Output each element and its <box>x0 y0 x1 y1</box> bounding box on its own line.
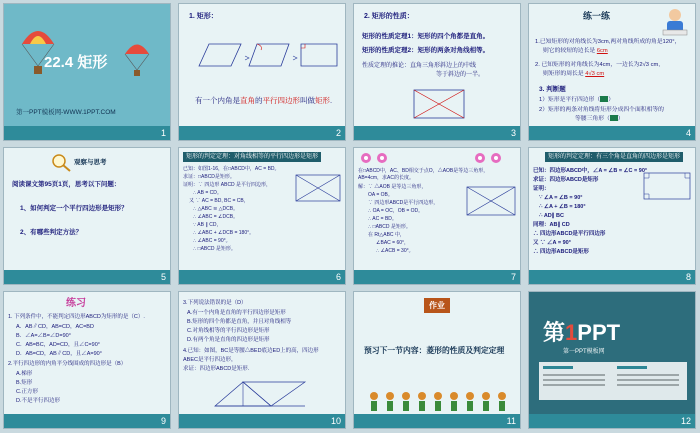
slide-thumbnail-5[interactable] <box>3 147 171 285</box>
practice-q2-option-a: A.梯形 <box>16 371 33 377</box>
property-theorem-2: 矩形的性质定理2：矩形的两条对角线相等。 <box>362 47 490 54</box>
proof-line: ∴ ∠ABC + ∠DCB = 180°。 <box>193 230 255 236</box>
practice-q3-option-c: C.对角线相等的平行四边形是矩形 <box>187 328 270 334</box>
slide-thumbnail-12[interactable] <box>528 291 696 429</box>
slide-thumbnail-1[interactable] <box>3 3 171 141</box>
proof-line: ∴ AD∥ BC <box>539 213 564 219</box>
practice-q2: 2.平行四边形的内角平分线围成的四边形是（B） <box>8 361 127 367</box>
proof-line: 已知：如图1-16，在□ABCD中，AC = BD。 <box>183 166 280 172</box>
slide-heading: 1. 矩形： <box>189 13 218 20</box>
practice-q3: 3.下列说法错误的是（D） <box>183 300 247 306</box>
slide-heading: 2. 矩形的性质： <box>364 13 414 20</box>
proof-line: 证明：∵ 四边形 ABCD 是平行四边形， <box>183 182 272 188</box>
slide-thumbnail-2[interactable] <box>178 3 346 141</box>
slide-number: 11 <box>506 416 516 426</box>
homework-text: 预习下一节内容：菱形的性质及判定定理 <box>364 346 505 355</box>
slide-number: 12 <box>680 416 691 426</box>
judgement-2-line1: 2）矩形的两条对角线将矩形分成四个面积相等的 <box>539 107 664 113</box>
parallelogram-figures <box>185 36 343 76</box>
example-line: ∴ ∠ACB = 30°。 <box>376 248 414 254</box>
example-line: ∠BAC = 60°， <box>376 240 410 246</box>
slide-number: 6 <box>335 272 341 282</box>
parachute-icon <box>122 38 152 82</box>
brand-caption: 第一PPT模板网 <box>563 349 605 355</box>
practice-q3-option-a: A.有一个内角是直角的平行四边形是矩形 <box>187 310 286 316</box>
slide-thumbnail-9[interactable] <box>3 291 171 429</box>
example-line: ∵ 四边形ABCD是平行四边形， <box>368 200 439 206</box>
example-line: 解：∵ △AOB 是等边三角形， <box>358 184 427 190</box>
student-reading-icon <box>657 6 693 40</box>
proof-line: 同理：AB∥ CD <box>533 222 570 228</box>
proof-line: ∴ ∠ABC = ∠DCB。 <box>193 214 239 220</box>
proof-line: 求证：□ABCD是矩形。 <box>183 174 235 180</box>
slide-heading: 练习 <box>66 298 86 309</box>
slide-footer-text: 第一PPT模板网-WWW.1PPT.COM <box>16 109 116 116</box>
practice-q1: 1. 下列条件中，不能判定四边形ABCD为矩形的是（C）. <box>8 314 145 320</box>
brand-logo: 第1PPT <box>543 320 621 345</box>
parachute-icon <box>18 22 58 82</box>
slide-thumbnail-7[interactable] <box>353 147 521 285</box>
practice-q1-option-b: B．∠A=∠B=∠D=90° <box>16 333 71 339</box>
theorem-banner: 矩形的判定定理：对角线相等的平行四边形是矩形 <box>183 152 321 162</box>
practice-q3-option-b: B.矩形的四个角都是直角，并且对角线相等 <box>187 319 292 325</box>
property-theorem-1: 矩形的性质定理1：矩形的四个角都是直角。 <box>362 33 490 40</box>
exercise-q2-line2: 则矩形的周长是 4√3 cm <box>543 71 605 77</box>
proof-line: 已知：四边形ABCD中，∠A = ∠B = ∠C = 90° <box>533 168 648 174</box>
slide-number: 1 <box>160 128 166 138</box>
practice-q4-line2: ABEC是平行四边形， <box>183 357 237 363</box>
slide-thumbnail-4[interactable] <box>528 3 696 141</box>
slide-thumbnail-6[interactable] <box>178 147 346 285</box>
practice-q1-option-c: C．AB=BC，AD=CD，且∠C=90° <box>16 342 100 348</box>
flower-decoration-icon <box>474 152 504 164</box>
children-decoration <box>366 390 512 414</box>
corollary-line-2: 等于斜边的一半。 <box>436 72 485 78</box>
slide-thumbnail-10[interactable] <box>178 291 346 429</box>
magnifier-icon <box>50 152 72 172</box>
slide-heading: 练一练 <box>583 11 611 21</box>
practice-q1-option-a: A．AB∥CD，AB=CD，AC=BD <box>16 324 94 330</box>
proof-line: ∴ □ABCD 是矩形。 <box>193 246 236 252</box>
practice-q2-option-b: B.矩形 <box>16 380 33 386</box>
flower-decoration-icon <box>360 152 408 164</box>
slide-number: 2 <box>335 128 341 138</box>
example-line: OA = OB。 <box>368 192 393 198</box>
isosceles-triangle-figure <box>209 378 319 412</box>
proof-line: 证明： <box>533 186 550 192</box>
practice-q4-line3: 求证：四边形ABCD是矩形. <box>183 366 250 372</box>
practice-q1-option-d: D．AB=CD，AB∥CD，且∠A=90° <box>16 351 102 357</box>
rectangle-abcd-figure <box>464 184 518 220</box>
judgement-1: 1）矩形是平行四边形（ ） <box>539 97 615 103</box>
example-line: 在 Rt△ABC 中， <box>368 232 405 238</box>
slide-number: 7 <box>510 272 516 282</box>
corollary-line-1: 性质定理的推论：直角三角形斜边上的中线 <box>362 63 477 69</box>
proof-line: ∴ ∠A + ∠B = 180° <box>539 204 586 210</box>
slide-title: 22.4 矩形 <box>44 54 108 71</box>
slide-number: 4 <box>685 128 691 138</box>
rectangle-definition: 有一个内角是直角的平行四边形叫做矩形. <box>195 96 333 105</box>
proof-line: ∴ 四边形ABCD是平行四边形 <box>533 231 606 237</box>
proof-line: ∵ AB ∥ CD， <box>193 222 222 228</box>
slide-number: 5 <box>160 272 166 282</box>
exercise-q1-line2: 则它的较短的边长是 6cm <box>543 48 608 54</box>
proof-line: ∵ ∠A = ∠B = 90° <box>539 195 583 201</box>
slide-heading: 观察与思考 <box>74 159 107 166</box>
proof-line: ∴ △ABC ≌ △DCB。 <box>193 206 239 212</box>
slide-number: 9 <box>160 416 166 426</box>
example-line: ∴ □ABCD 是矩形。 <box>368 224 411 230</box>
slide-thumbnail-11[interactable] <box>353 291 521 429</box>
practice-q4-line1: 4.已知：如图，BC是等腰△BED底边ED上的高，四边形 <box>183 348 319 354</box>
exercise-q2-line1: 2. 已知矩形的对角线长为4cm，一边长为2√3 cm, <box>535 62 660 68</box>
example-line: 在□ABCD中，AC、BD相交于点O，△AOB是等边三角形， <box>358 168 489 174</box>
slide-thumbnail-8[interactable] <box>528 147 696 285</box>
proof-line: ∴ ∠ABC = 90°。 <box>193 238 231 244</box>
practice-q3-option-d: D.有两个角是直角的四边形是矩形 <box>187 337 270 343</box>
example-line: AB=4cm，求AC的长度。 <box>358 175 414 181</box>
think-question-1: 1、如何判定一个平行四边形是矩形？ <box>20 205 128 212</box>
slide-number: 3 <box>510 128 516 138</box>
judgement-2-line2: 等腰三角形（ ） <box>575 116 624 122</box>
proof-line: 又 ∵ AC = BD, BC = CB， <box>189 198 249 204</box>
exercise-q1-line1: 1.已知矩形的对角线长为3cm,两对角线所成的角是120°， <box>535 39 681 45</box>
theorem-banner: 矩形的判定定理：有三个角是直角的四边形是矩形 <box>545 152 683 162</box>
think-question-2: 2、有哪些判定方法？ <box>20 229 83 236</box>
proof-line: ∴ 四边形ABCD是矩形 <box>533 249 589 255</box>
info-panel <box>539 362 687 400</box>
homework-badge: 作业 <box>424 298 450 313</box>
rectangle-diagonals-figure <box>410 86 468 122</box>
slide-number: 10 <box>330 416 341 426</box>
judgement-heading: 3. 判断题 <box>539 86 566 93</box>
proof-line: ∴ AB = CD。 <box>193 190 222 196</box>
example-line: ∴ AC = BD。 <box>368 216 397 222</box>
example-line: ∴ OA = OC，OB = OD。 <box>368 208 424 214</box>
practice-q2-option-c: C.正方形 <box>16 389 39 395</box>
proof-line: 求证：四边形ABCD是矩形 <box>533 177 599 183</box>
slide-number: 8 <box>685 272 691 282</box>
reading-instruction: 阅读课文第95页1页，思考以下问题： <box>12 181 121 188</box>
rectangle-abcd-figure <box>293 172 343 206</box>
proof-line: 又 ∵ ∠A = 90° <box>533 240 571 246</box>
slide-sorter-grid <box>3 3 697 430</box>
practice-q2-option-d: D.不是平行四边形 <box>16 398 61 404</box>
rectangle-abcd-figure <box>641 170 693 204</box>
slide-thumbnail-3[interactable] <box>353 3 521 141</box>
